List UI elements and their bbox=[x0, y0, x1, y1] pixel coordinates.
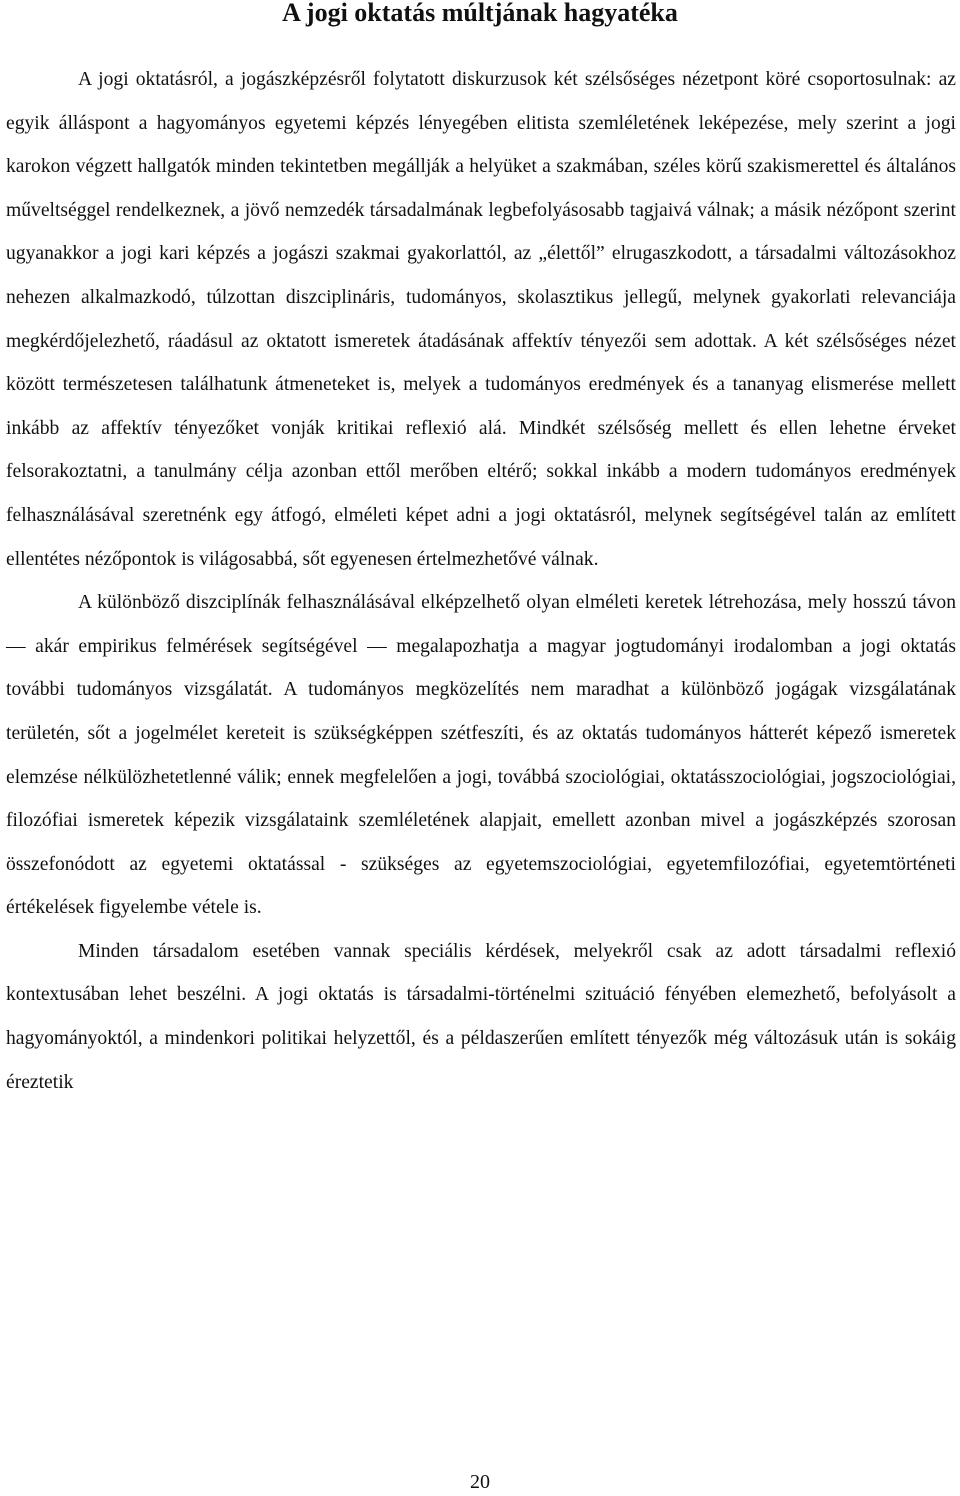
page-title: A jogi oktatás múltjának hagyatéka bbox=[282, 0, 678, 27]
paragraph-3: Minden társadalom esetében vannak speciális kérdések, melyekről csak az adott társadalmi reflexió kontextusában lehet beszélni. A jogi oktatás is társadalmi-történelmi szituáció fényében elemezhető, befolyásolt a hagyományoktól, a mindenkori politikai helyzettől, és a példaszerűen említett tényezők még változásuk után is sokáig éreztetik bbox=[6, 940, 956, 1093]
body-text bbox=[6, 58, 956, 1104]
page-number: 20 bbox=[470, 1471, 490, 1493]
paragraph-2: A különböző diszciplínák felhasználásával elképzelhető olyan elméleti keretek létrehozása, mely hosszú távon — akár empirikus felmérések segítségével — megalapozhatja a magyar jogtudományi irodalomban a jogi oktatás további tudományos vizsgálatát. A tudományos megközelítés nem maradhat a különböző jogágak vizsgálatának területén, sőt a jogelmélet kereteit is szükségképpen szétfeszíti, és az oktatás tudományos hátterét képező ismeretek elemzése nélkülözhetetlenné válik; ennek megfelelően a jogi, továbbá szociológiai, oktatásszociológiai, jogszociológiai, filozófiai ismeretek képezik vizsgálataink szemléletének alapjait, emellett azonban mivel a jogászképzés szorosan összefonódott az egyetemi oktatással - szükséges az egyetemszociológiai, egyetemfilozófiai, egyetemtörténeti értékelések figyelembe vétele is. bbox=[6, 592, 956, 919]
paragraph-1: A jogi oktatásról, a jogászképzésről folytatott diskurzusok két szélsőséges nézetpont köré csoportosulnak: az egyik álláspont a hagyományos egyetemi képzés lényegében elitista szemléletének leképezése, mely szerint a jogi karokon végzett hallgatók minden tekintetben megállják a helyüket a szakmában, széles körű szakismerettel és általános műveltséggel rendelkeznek, a jövő nemzedék társadalmának legbefolyásosabb tagjaivá válnak; a másik nézőpont szerint ugyanakkor a jogi kari képzés a jogászi szakmai gyakorlattól, az „élettől” elrugaszkodott, a társadalmi változásokhoz nehezen alkalmazkodó, túlzottan diszciplináris, tudományos, skolasztikus jellegű, melynek gyakorlati relevanciája megkérdőjelezhető, ráadásul az oktatott ismeretek átadásának affektív tényezői sem adottak. A két szélsőséges nézet között természetesen találhatunk átmeneteket is, melyek a tudományos eredmények és a tananyag elismerése mellett inkább az affektív tényezőket vonják kritikai reflexió alá. Mindkét szélsőség mellett és ellen lehetne érveket felsorakoztatni, a tanulmány célja azonban ettől merőben eltérő; sokkal inkább a modern tudományos eredmények felhasználásával szeretnénk egy átfogó, elméleti képet adni a jogi oktatásról, melynek segítségével talán az említett ellentétes nézőpontok is világosabbá, sőt egyenesen értelmezhetővé válnak. bbox=[6, 69, 956, 570]
